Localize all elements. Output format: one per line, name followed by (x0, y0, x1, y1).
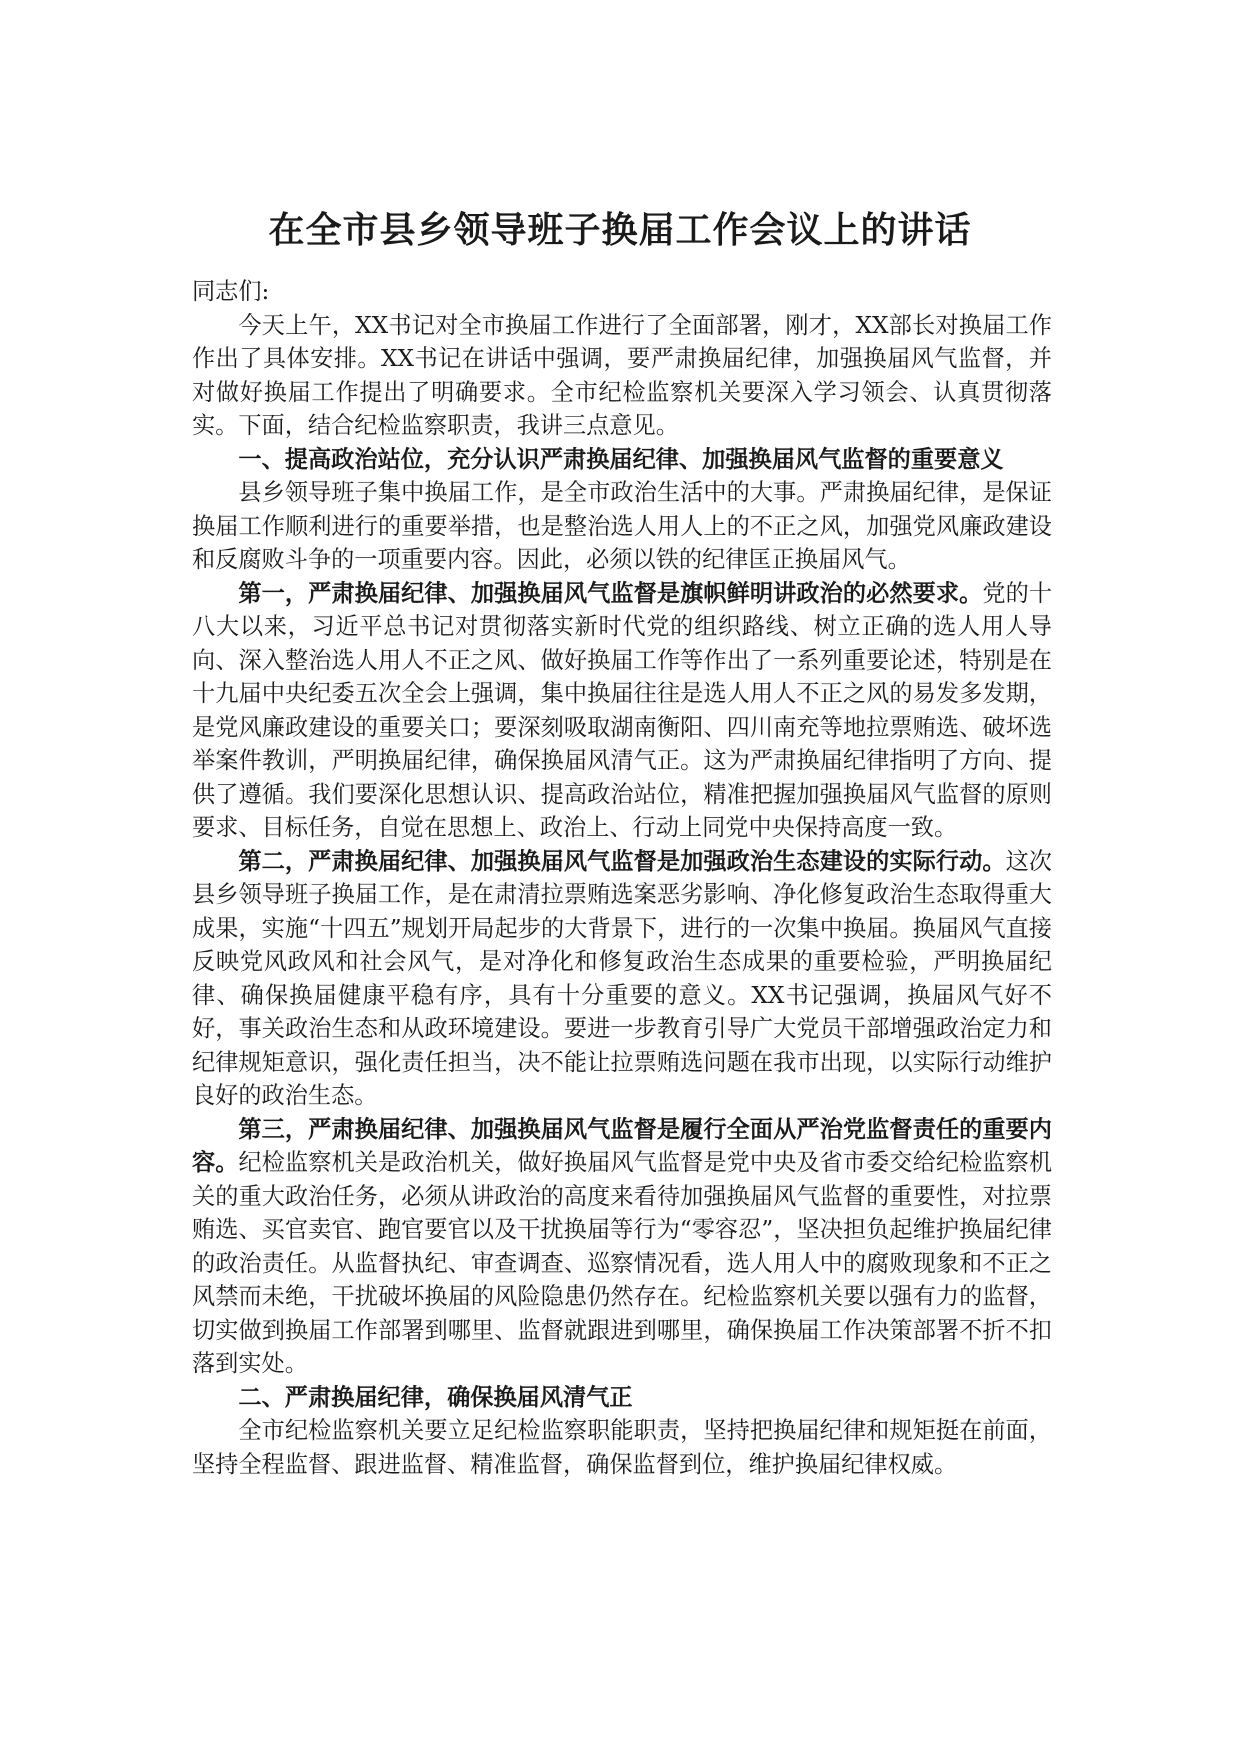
point-3-paragraph (192, 1113, 1052, 1381)
section-1-paragraph: 县乡领导班子集中换届工作，是全市政治生活中的大事。严肃换届纪律，是保证换届工作顺利进行的重要举措，也是整治选人用人上的不正之风，加强党风廉政建设和反腐败斗争的一项重要内容。因此，必须以铁的纪律匡正换届风气。 (192, 479, 1052, 573)
section-heading-1: 一、提高政治站位，充分认识严肃换届纪律、加强换届风气监督的重要意义 (238, 445, 1004, 473)
point-2-text: 这次县乡领导班子换届工作，是在肃清拉票贿选案恶劣影响、净化修复政治生态取得重大成果，实施“十四五”规划开局起步的大背景下，进行的一次集中换届。换届风气直接反映党风政风和社会风气，是对净化和修复政治生态成果的重要检验，严明换届纪律、确保换届健康平稳有序，具有十分重要的意义。XX书记强调，换届风气好不好，事关政治生态和从政环境建设。要进一步教育引导广大党员干部增强政治定力和纪律规矩意识，强化责任担当，决不能让拉票贿选问题在我市出现，以实际行动维护良好的政治生态。 (192, 847, 1052, 1109)
point-1-text: 党的十八大以来，习近平总书记对贯彻落实新时代党的组织路线、树立正确的选人用人导向、深入整治选人用人不正之风、做好换届工作等作出了一系列重要论述，特别是在十九届中央纪委五次全会上强调，集中换届往往是选人用人不正之风的易发多发期，是党风廉政建设的重要关口；要深刻吸取湖南衡阳、四川南充等地拉票贿选、破坏选举案件教训，严明换届纪律，确保换届风清气正。这为严肃换届纪律指明了方向、提供了遵循。我们要深化思想认识、提高政治站位，精准把握加强换届风气监督的原则要求、目标任务，自觉在思想上、政治上、行动上同党中央保持高度一致。 (192, 579, 1053, 841)
salutation: 同志们: (192, 278, 270, 305)
point-2-paragraph (192, 845, 1052, 1113)
point-3-text: 纪检监察机关是政治机关，做好换届风气监督是党中央及省市委交给纪检监察机关的重大政治任务，必须从讲政治的高度来看待加强换届风气监督的重要性，对拉票贿选、买官卖官、跑官要官以及干扰换届等行为“零容忍”，坚决担负起维护换届纪律的政治责任。从监督执纪、审查调查、巡察情况看，选人用人中的腐败现象和不正之风禁而未绝，干扰破坏换届的风险隐患仍然存在。纪检监察机关要以强有力的监督，切实做到换届工作部署到哪里、监督就跟进到哪里，确保换届工作决策部署不折不扣落到实处。 (192, 1149, 1053, 1377)
point-2-lead: 第二，严肃换届纪律、加强换届风气监督是加强政治生态建设的实际行动。 (238, 847, 1006, 875)
point-1-lead: 第一，严肃换届纪律、加强换届风气监督是旗帜鲜明讲政治的必然要求。 (238, 579, 983, 607)
point-3-lead: 第三，严肃换届纪律、加强换届风气监督是履行全面从严治党监督责任的重要内容。 (192, 1115, 1052, 1176)
point-1-paragraph (192, 577, 1052, 845)
section-2-paragraph: 全市纪检监察机关要立足纪检监察职能职责，坚持把换届纪律和规矩挺在前面，坚持全程监督、跟进监督、精准监督，确保监督到位，维护换届纪律权威。 (192, 1417, 1052, 1478)
intro-paragraph: 今天上午，XX书记对全市换届工作进行了全面部署，刚才，XX部长对换届工作作出了具体安排。XX书记在讲话中强调，要严肃换届纪律，加强换届风气监督，并对做好换届工作提出了明确要求。全市纪检监察机关要深入学习领会、认真贯彻落实。下面，结合纪检监察职责，我讲三点意见。 (192, 311, 1052, 439)
section-heading-2: 二、严肃换届纪律，确保换届风清气正 (238, 1383, 633, 1411)
document-body (192, 275, 1052, 1481)
document-title: 在全市县乡领导班子换届工作会议上的讲话 (268, 209, 972, 251)
